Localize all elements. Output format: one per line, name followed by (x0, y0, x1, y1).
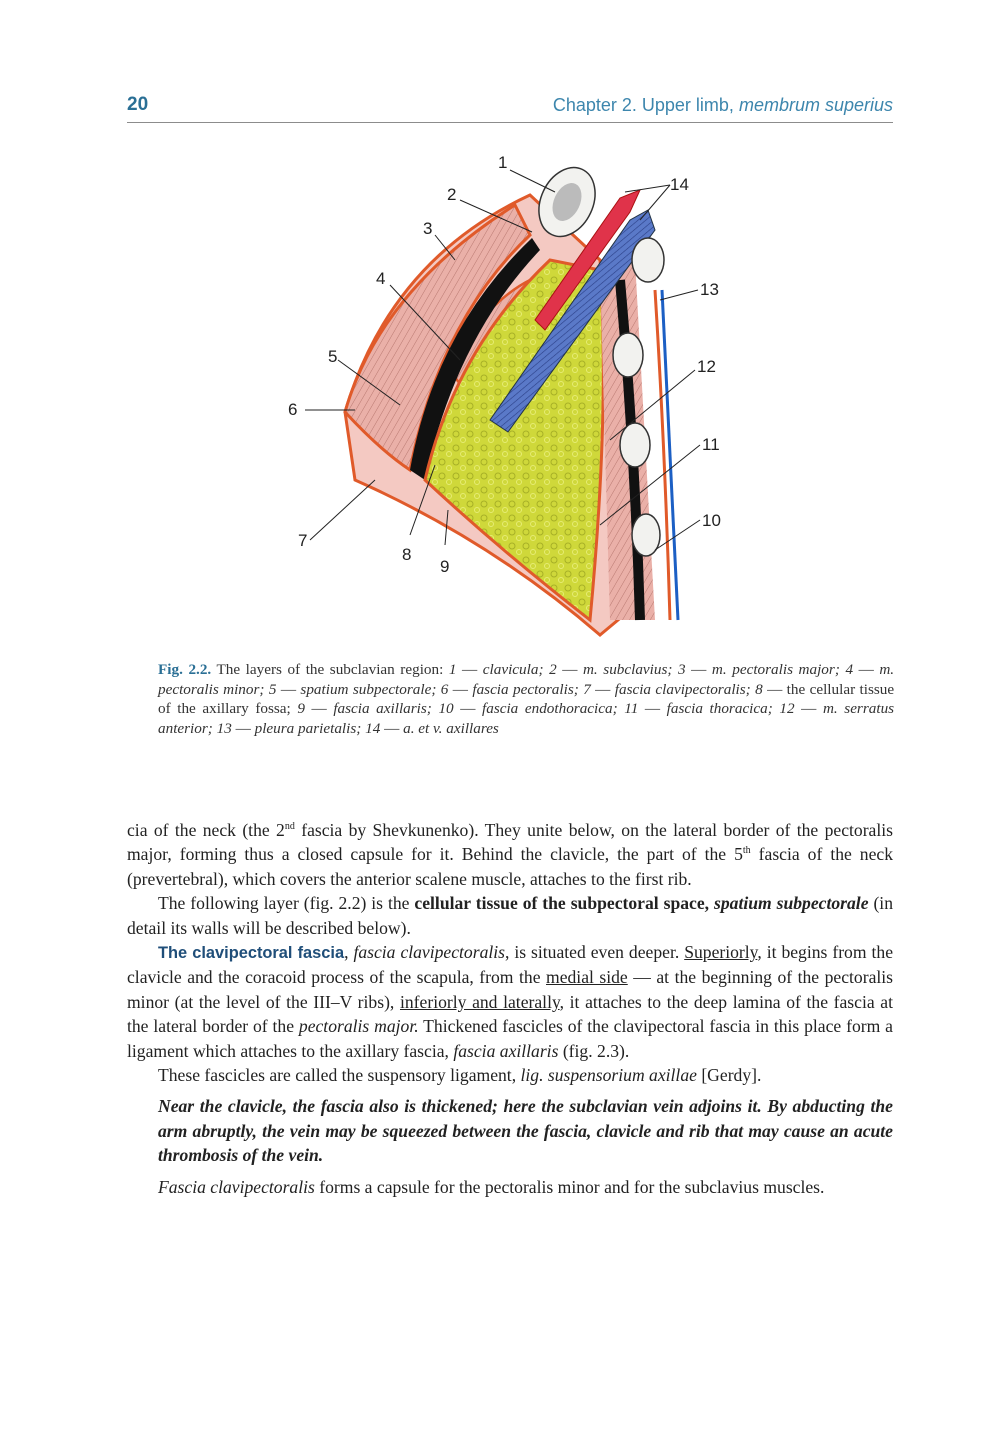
caption-item-text: the cellular tissue of the axillary fossa; (158, 680, 895, 717)
label-4: 4 (376, 269, 386, 288)
caption-item: 14 — a. et v. axillares (365, 719, 499, 737)
caption-item: 2 — m. subclavius; (549, 661, 673, 678)
p1-c: fascia of the neck (prevertebral), which covers the anterior scalene muscle, attaches to the first rib. (127, 844, 894, 889)
caption-item-number: 8 (755, 680, 763, 698)
paragraph-1 (127, 818, 893, 891)
p1-a: cia of the neck (the 2 (127, 820, 285, 840)
caption-item-text: clavicula; (482, 661, 544, 678)
p5-latin: Fascia clavipectoralis (158, 1176, 315, 1197)
caption-item: 5 — spatium subpectorale; (268, 680, 437, 698)
paragraph-4 (127, 1063, 893, 1087)
caption-item-number: 9 (297, 700, 305, 717)
p2-a: The following layer (fig. 2.2) is the (158, 893, 415, 914)
caption-item-number: 5 (268, 680, 277, 698)
subclavian-layers-illustration (270, 150, 730, 650)
label-14: 14 (670, 175, 689, 194)
p2-bold: cellular tissue of the subpectoral space, (414, 893, 710, 914)
label-7: 7 (298, 531, 308, 550)
caption-item: 4 — m. pectoralis minor; (158, 661, 895, 698)
p5-a: forms a capsule for the pectoralis minor and for the subclavius muscles. (314, 1176, 825, 1197)
p3-d: , it attaches to the deep lamina of the fascia at the lateral border of the (127, 991, 894, 1037)
caption-item-text: fascia pectoralis; (472, 680, 579, 698)
label-5: 5 (328, 347, 338, 366)
caption-item-text: pleura parietalis; (254, 719, 362, 737)
caption-item-text: fascia endothoracica; (482, 700, 618, 717)
caption-item-number: 1 (448, 661, 457, 678)
page-number: 20 (127, 94, 149, 115)
caption-item: 7 — fascia clavipectoralis; (583, 680, 751, 698)
caption-item-text: a. et v. axillares (403, 719, 499, 737)
caption-item-number: 2 (549, 661, 557, 678)
p3-latin: fascia clavipectoralis (353, 942, 505, 963)
paragraph-5 (127, 1175, 893, 1199)
caption-item-number: 10 (438, 700, 454, 717)
chapter-latin: membrum superius (738, 95, 893, 115)
anatomy-figure (270, 150, 730, 650)
paragraph-3: The clavipectoral fascia, fascia clavipectoralis, is situated even deeper. Superiorly, it begins from the clavicle and the coracoid process of the scapula, from the medial side — at the beginning of the pectoralis minor (at the level of the III–V ribs), inferiorly and laterally, it attaches to the deep lamina of the fascia at the lateral border of the pectoralis major. Thickened fascicles of the clavipectoral fascia in this place form a ligament which attaches to the axillary fascia, fascia axillaris (fig. 2.3). (127, 942, 894, 1061)
caption-label: Fig. 2.2. (158, 661, 212, 678)
p1-sup-2: th (742, 845, 751, 857)
page-header (127, 92, 893, 123)
p2-b: (in detail its walls will be described below). (127, 893, 893, 938)
caption-item-number: 12 (779, 700, 795, 717)
p3-underline-3: inferiorly and laterally (399, 991, 560, 1012)
caption-item: 3 — m. pectoralis major; (678, 661, 840, 678)
rib-3 (620, 423, 650, 467)
p1-sup-1: nd (284, 821, 295, 833)
label-13: 13 (700, 280, 719, 299)
label-8: 8 (402, 545, 412, 564)
caption-item-number: 4 (845, 661, 854, 678)
caption-item-number: 14 (365, 719, 381, 737)
caption-lead: The layers of the subclavian region: (216, 661, 444, 678)
chapter-title (553, 95, 893, 116)
caption-item: 13 — pleura parietalis; (216, 719, 362, 737)
label-12: 12 (697, 357, 716, 376)
caption-item-number: 11 (624, 700, 639, 717)
p4-latin: lig. suspensorium axillae (520, 1065, 697, 1086)
p3-latin-2: pectoralis major. (298, 1016, 419, 1037)
caption-item: 9 — fascia axillaris; (297, 700, 432, 717)
caption-item-text: fascia axillaris; (333, 700, 432, 717)
clinical-note: Near the clavicle, the fascia also is thickened; here the subclavian vein adjoins it. By abducting the arm abruptly, the vein may be squeezed between the fascia, clavicle and rib that may cause an acute thrombosis of the vein. (158, 1096, 893, 1166)
rib-2 (613, 333, 643, 377)
p3-a: , is situated even deeper. (505, 942, 685, 963)
caption-item-text: m. pectoralis minor; (158, 661, 895, 698)
p3-c: — at the beginning of the pectoralis minor (at the level of the III–V ribs), (127, 967, 894, 1012)
caption-item: 1 — clavicula; (448, 661, 544, 678)
caption-item: 6 — fascia pectoralis; (440, 680, 579, 698)
endothoracic-fascia (655, 290, 670, 620)
label-2: 2 (447, 185, 457, 204)
caption-item: 12 — m. serratus anterior; (158, 700, 895, 737)
caption-item: 8 — the cellular tissue of the axillary fossa; (158, 680, 895, 717)
caption-item-text: fascia clavipectoralis; (614, 680, 751, 698)
body-text (127, 818, 893, 1199)
p3-term: The clavipectoral fascia (158, 944, 345, 963)
p1-b: fascia by Shevkunenko). They unite below, on the lateral border of the pectoralis major, forming thus a closed capsule for it. Behind the clavicle, the part of the 5 (127, 820, 893, 865)
caption-item: 11 — fascia thoracica; (624, 700, 773, 717)
caption-item-text: m. subclavius; (582, 661, 673, 678)
label-10: 10 (702, 511, 721, 530)
caption-item-number: 13 (216, 719, 232, 737)
p3-e: Thickened fascicles of the clavipectoral fascia in this place form a ligament which attaches to the axillary fascia, (127, 1016, 893, 1061)
label-6: 6 (288, 400, 298, 419)
figure-caption (158, 660, 894, 738)
p2-bold-italic: spatium subpectorale (714, 893, 869, 914)
caption-item: 10 — fascia endothoracica; (438, 700, 618, 717)
p3-underline-2: medial side (546, 967, 628, 988)
caption-item-number: 6 (440, 680, 449, 698)
label-1: 1 (498, 153, 508, 172)
p4-b: [Gerdy]. (696, 1065, 762, 1086)
paragraph-2 (127, 891, 893, 940)
caption-item-text: fascia thoracica; (666, 700, 773, 717)
p3-underline-1: Superiorly (684, 942, 758, 963)
label-11: 11 (702, 435, 720, 454)
p3-b: , it begins from the clavicle and the coracoid process of the scapula, from the (127, 942, 893, 988)
p3-latin-3: fascia axillaris (453, 1040, 559, 1061)
label-3: 3 (423, 219, 433, 238)
label-9: 9 (440, 557, 450, 576)
rib-1 (632, 238, 664, 282)
caption-item-text: spatium subpectorale; (300, 680, 437, 698)
caption-item-text: m. serratus anterior; (158, 700, 895, 737)
caption-item-number: 3 (678, 661, 686, 678)
caption-item-number: 7 (583, 680, 591, 698)
chapter-prefix: Chapter 2. Upper limb, (552, 95, 734, 115)
p4-a: These fascicles are called the suspensory ligament, (158, 1065, 521, 1086)
caption-item-text: m. pectoralis major; (711, 661, 840, 678)
p3-f: (fig. 2.3). (558, 1040, 630, 1061)
